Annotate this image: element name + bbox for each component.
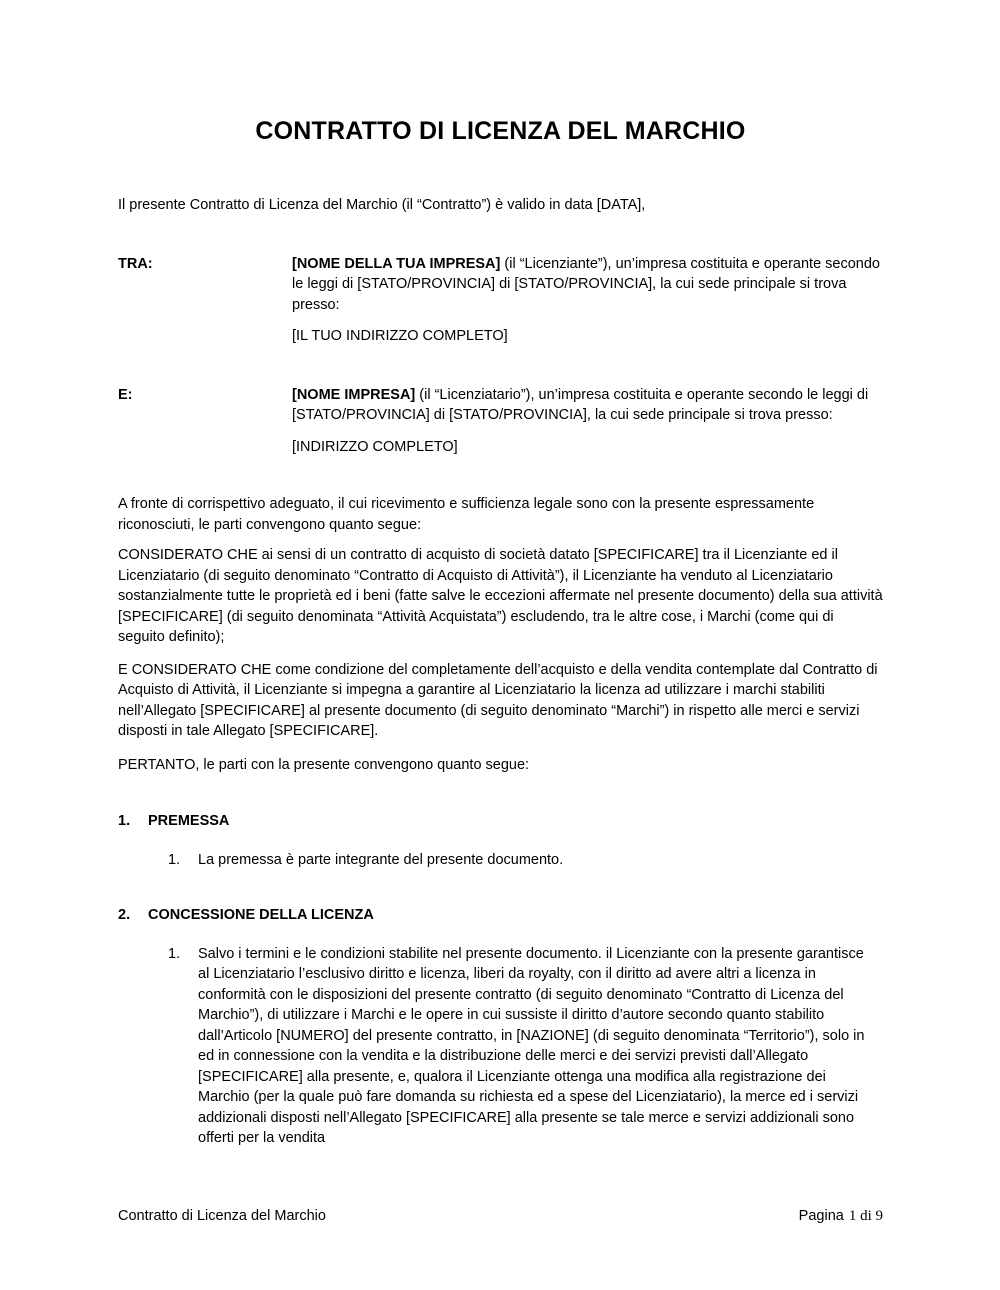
party-body-licensor: [292, 254, 883, 347]
party-address-licensor: [IL TUO INDIRIZZO COMPLETO]: [292, 328, 508, 344]
item-number: 1.: [168, 851, 181, 868]
party-address-licensee: [INDIRIZZO COMPLETO]: [292, 438, 458, 455]
item-number: 1.: [168, 945, 181, 962]
footer-document-name: Contratto di Licenza del Marchio: [118, 1208, 326, 1224]
party-label-e: E:: [118, 386, 133, 403]
party-description-licensee: [292, 385, 883, 426]
section-item-concessione-1: [168, 944, 883, 1149]
party-description-licensor: [292, 254, 883, 316]
item-text: La premessa è parte integrante del presente documento.: [198, 851, 564, 868]
party-block-licensor: [118, 254, 883, 347]
party-text-licensor: (il “Licenziante”), un’impresa costituita e operante secondo le leggi di [STATO/PROVINCIA] di [STATO/PROVINCIA], la cui sede principale si trova presso:: [292, 255, 880, 313]
page-title: CONTRATTO DI LICENZA DEL MARCHIO: [255, 117, 746, 145]
therefore-paragraph: PERTANTO, le parti con la presente convengono quanto segue:: [118, 756, 530, 773]
section-item-premessa-1: [168, 850, 883, 871]
recital-paragraph-2: E CONSIDERATO CHE come condizione del completamente dell’acquisto e della vendita contemplate dal Contratto di Acquisto di Attività, il Licenziante si impegna a garantire al Licenziatario la licenza ad utilizzare i marchi stabiliti nell’Allegato [SPECIFICARE] al presente documento (di seguito denominato “Marchi”) in rispetto alle merci e servizi disposti in tale Allegato [SPECIFICARE].: [118, 661, 878, 739]
page-label: Pagina: [798, 1208, 844, 1224]
section-title: PREMESSA: [148, 813, 230, 829]
page-value: 1 di 9: [848, 1208, 883, 1224]
party-block-licensee: [118, 385, 883, 458]
party-body-licensee: [292, 385, 883, 458]
party-text-licensee: (il “Licenziatario”), un’impresa costituita e operante secondo le leggi di [STATO/PROVINCIA] di [STATO/PROVINCIA], la cui sede principale si trova presso:: [292, 386, 869, 423]
item-text: Salvo i termini e le condizioni stabilite nel presente documento. il Licenziante con la presente garantisce al Licenziatario l’esclusivo diritto e licenza, liberi da royalty, con il diritto ad avere altri a licenza in conformità con le disposizioni del presente contratto (di seguito denominato “Contratto di Licenza del Marchio”), di utilizzare i Marchi e le opere in cui sussiste il diritto d’autore secondo quanto stabilito dall’Articolo [NUMERO] del presente contratto, in [NAZIONE] (di seguito denominata “Territorio”), solo in ed in connessione con la vendita e la distribuzione delle merci e dei servizi previsti dall’Allegato [SPECIFICARE] alla presente, e, qualora il Licenziante ottenga una modifica alla registrazione dei Marchio (per la quale può fare domanda su richiesta ed a spese del Licenziatario), la merce ed i servizi addizionali disposti nell’Allegato [SPECIFICARE] alla presente se tale merce e servizi addizionali sono offerti per la vendita: [198, 945, 865, 1146]
intro-paragraph: Il presente Contratto di Licenza del Marchio (il “Contratto”) è valido in data [DATA],: [118, 197, 646, 213]
party-name-placeholder-licensor: [NOME DELLA TUA IMPRESA]: [292, 255, 501, 272]
page-footer: [118, 1206, 883, 1227]
section-heading-concessione: [118, 905, 883, 926]
footer-page-number: [799, 1206, 883, 1227]
party-label-tra: TRA:: [118, 255, 153, 272]
section-number: 1.: [118, 813, 131, 829]
recital-paragraph-1: CONSIDERATO CHE ai sensi di un contratto di acquisto di società datato [SPECIFICARE] tra il Licenziante ed il Licenziatario (di seguito denominato “Contratto di Acquisto di Attività”), il Licenziante ha venduto al Licenziatario sostanzialmente tutte le proprietà ed i beni (fatte salve le eccezioni affermate nel presente documento) della sua attività [SPECIFICARE] (di seguito denominata “Attività Acquistata”) escludendo, tra le altre cose, i Marchi (come qui di seguito definito);: [118, 547, 883, 645]
party-name-placeholder-licensee: [NOME IMPRESA]: [292, 386, 416, 403]
section-title: CONCESSIONE DELLA LICENZA: [148, 907, 374, 923]
section-number: 2.: [118, 907, 131, 923]
consideration-paragraph: A fronte di corrispettivo adeguato, il cui ricevimento e sufficienza legale sono con la presente espressamente riconosciuti, le parti convengono quanto segue:: [118, 496, 815, 533]
section-heading-premessa: [118, 811, 883, 832]
